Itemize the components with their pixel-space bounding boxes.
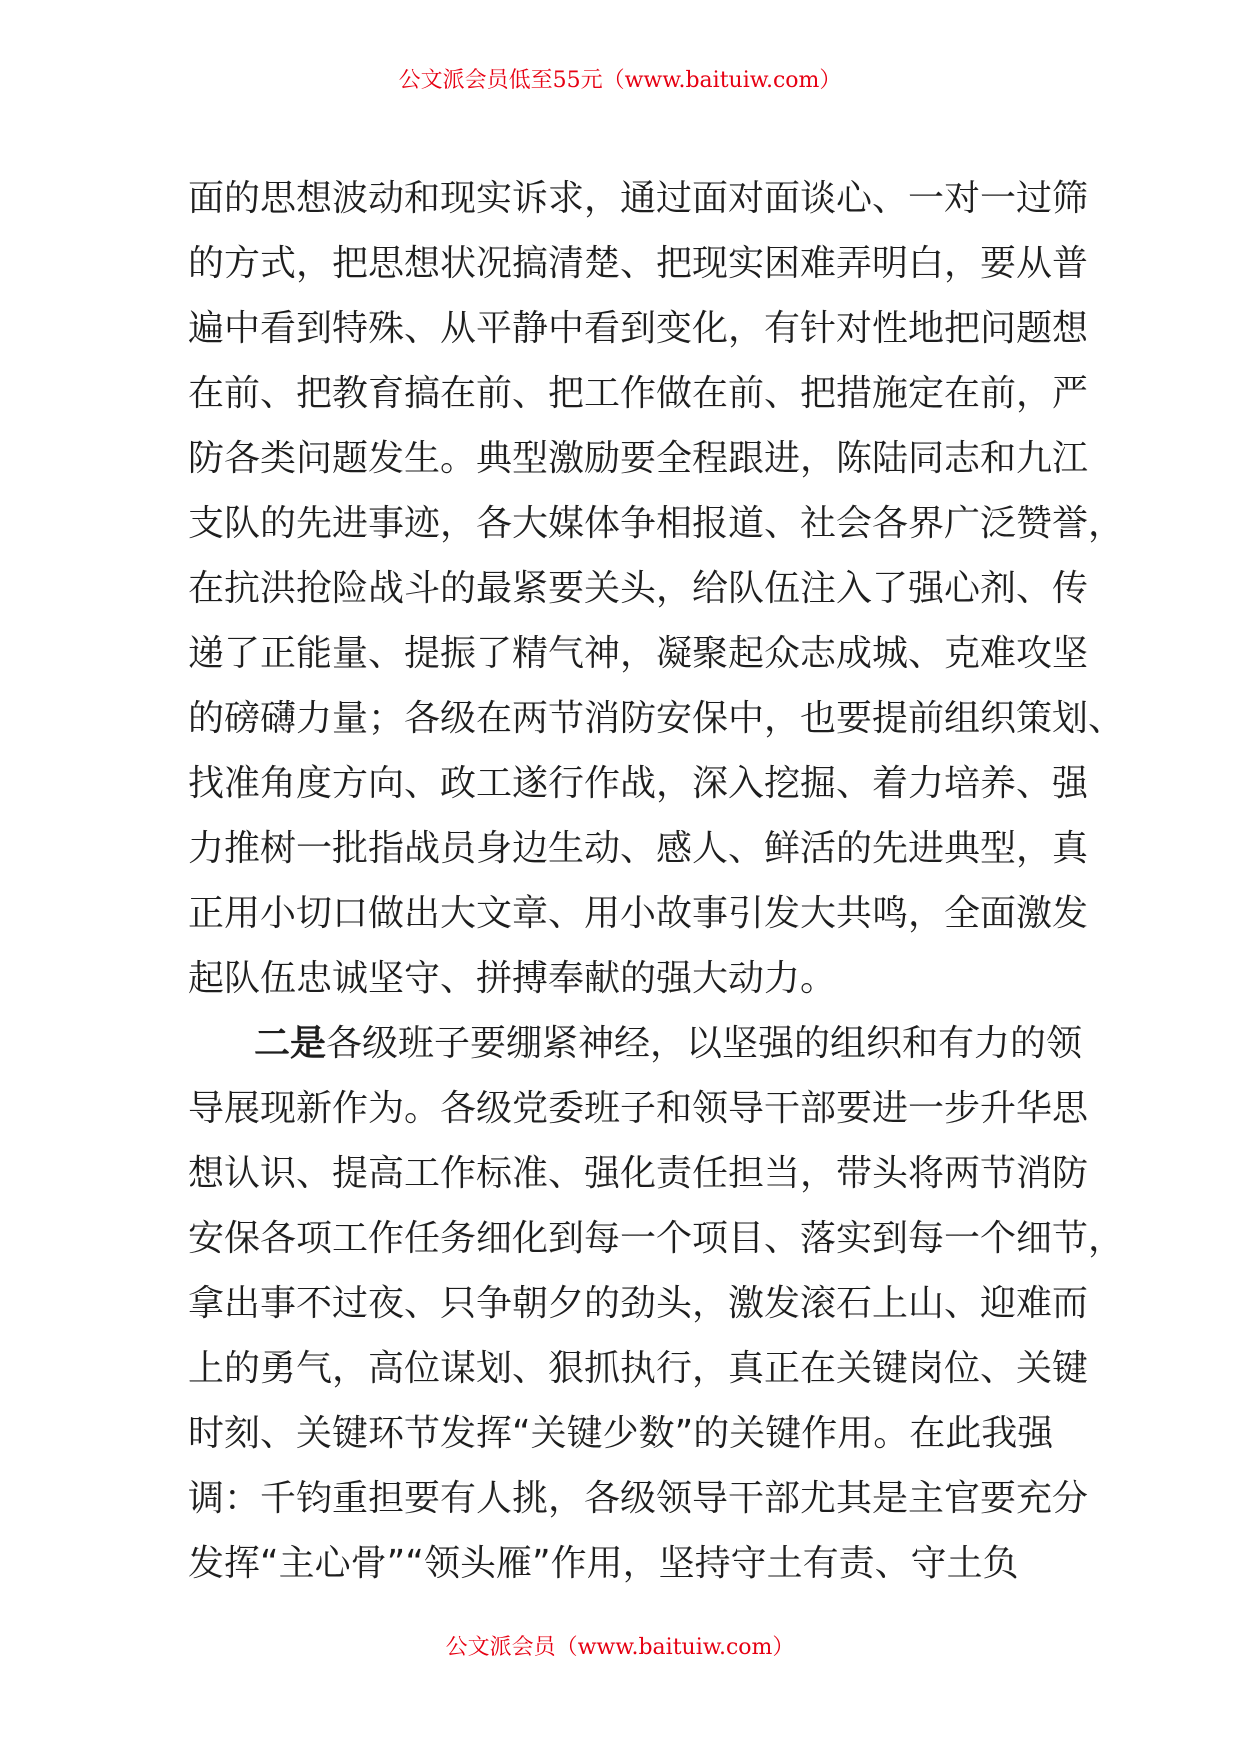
text-line: 起队伍忠诚坚守、拼搏奉献的强大动力。 (188, 958, 837, 999)
text-line: 面的思想波动和现实诉求，通过面对面谈心、一对一过筛 (188, 178, 1089, 219)
paragraph-1 (188, 166, 1125, 1011)
text-line: 找准角度方向、政工遂行作战，深入挖掘、着力培养、强 (188, 763, 1089, 804)
text-line: 发挥“主心骨”“领头雁”作用，坚持守土有责、守土负 (188, 1543, 1019, 1584)
text-line: 的方式，把思想状况搞清楚、把现实困难弄明白，要从普 (188, 243, 1089, 284)
text-line: 在前、把教育搞在前、把工作做在前、把措施定在前，严 (188, 373, 1089, 414)
text-line: 导展现新作为。各级党委班子和领导干部要进一步升华思 (188, 1088, 1089, 1129)
paragraph-lead-text: 各级班子要绷紧神经，以坚强的组织和有力的领 (326, 1023, 1083, 1064)
paragraph-lead-line (188, 1011, 1083, 1076)
text-line: 在抗洪抢险战斗的最紧要关头，给队伍注入了强心剂、传 (188, 568, 1089, 609)
text-line: 调：千钧重担要有人挑，各级领导干部尤其是主官要充分 (188, 1478, 1089, 1519)
text-line: 防各类问题发生。典型激励要全程跟进，陈陆同志和九江 (188, 438, 1089, 479)
text-line: 想认识、提高工作标准、强化责任担当，带头将两节消防 (188, 1153, 1089, 1194)
paragraph-lead-bold: 二是 (254, 1023, 327, 1064)
text-line: 安保各项工作任务细化到每一个项目、落实到每一个细节， (188, 1218, 1125, 1259)
page-footer-watermark: 公文派会员（www.baituiw.com） (445, 1635, 795, 1660)
paragraph-2 (188, 1011, 1125, 1596)
text-line: 递了正能量、提振了精气神，凝聚起众志成城、克难攻坚 (188, 633, 1089, 674)
text-line: 正用小切口做出大文章、用小故事引发大共鸣，全面激发 (188, 893, 1089, 934)
text-line: 力推树一批指战员身边生动、感人、鲜活的先进典型，真 (188, 828, 1089, 869)
text-line: 遍中看到特殊、从平静中看到变化，有针对性地把问题想 (188, 308, 1089, 349)
page-header-watermark: 公文派会员低至55元（www.baituiw.com） (398, 68, 842, 93)
text-line: 支队的先进事迹，各大媒体争相报道、社会各界广泛赞誉， (188, 503, 1125, 544)
text-line: 时刻、关键环节发挥“关键少数”的关键作用。在此我强 (188, 1413, 1054, 1454)
text-line: 上的勇气，高位谋划、狠抓执行，真正在关键岗位、关键 (188, 1348, 1089, 1389)
text-line: 拿出事不过夜、只争朝夕的劲头，激发滚石上山、迎难而 (188, 1283, 1089, 1324)
document-body (188, 166, 1125, 1596)
text-line: 的磅礴力量；各级在两节消防安保中，也要提前组织策划、 (188, 698, 1125, 739)
